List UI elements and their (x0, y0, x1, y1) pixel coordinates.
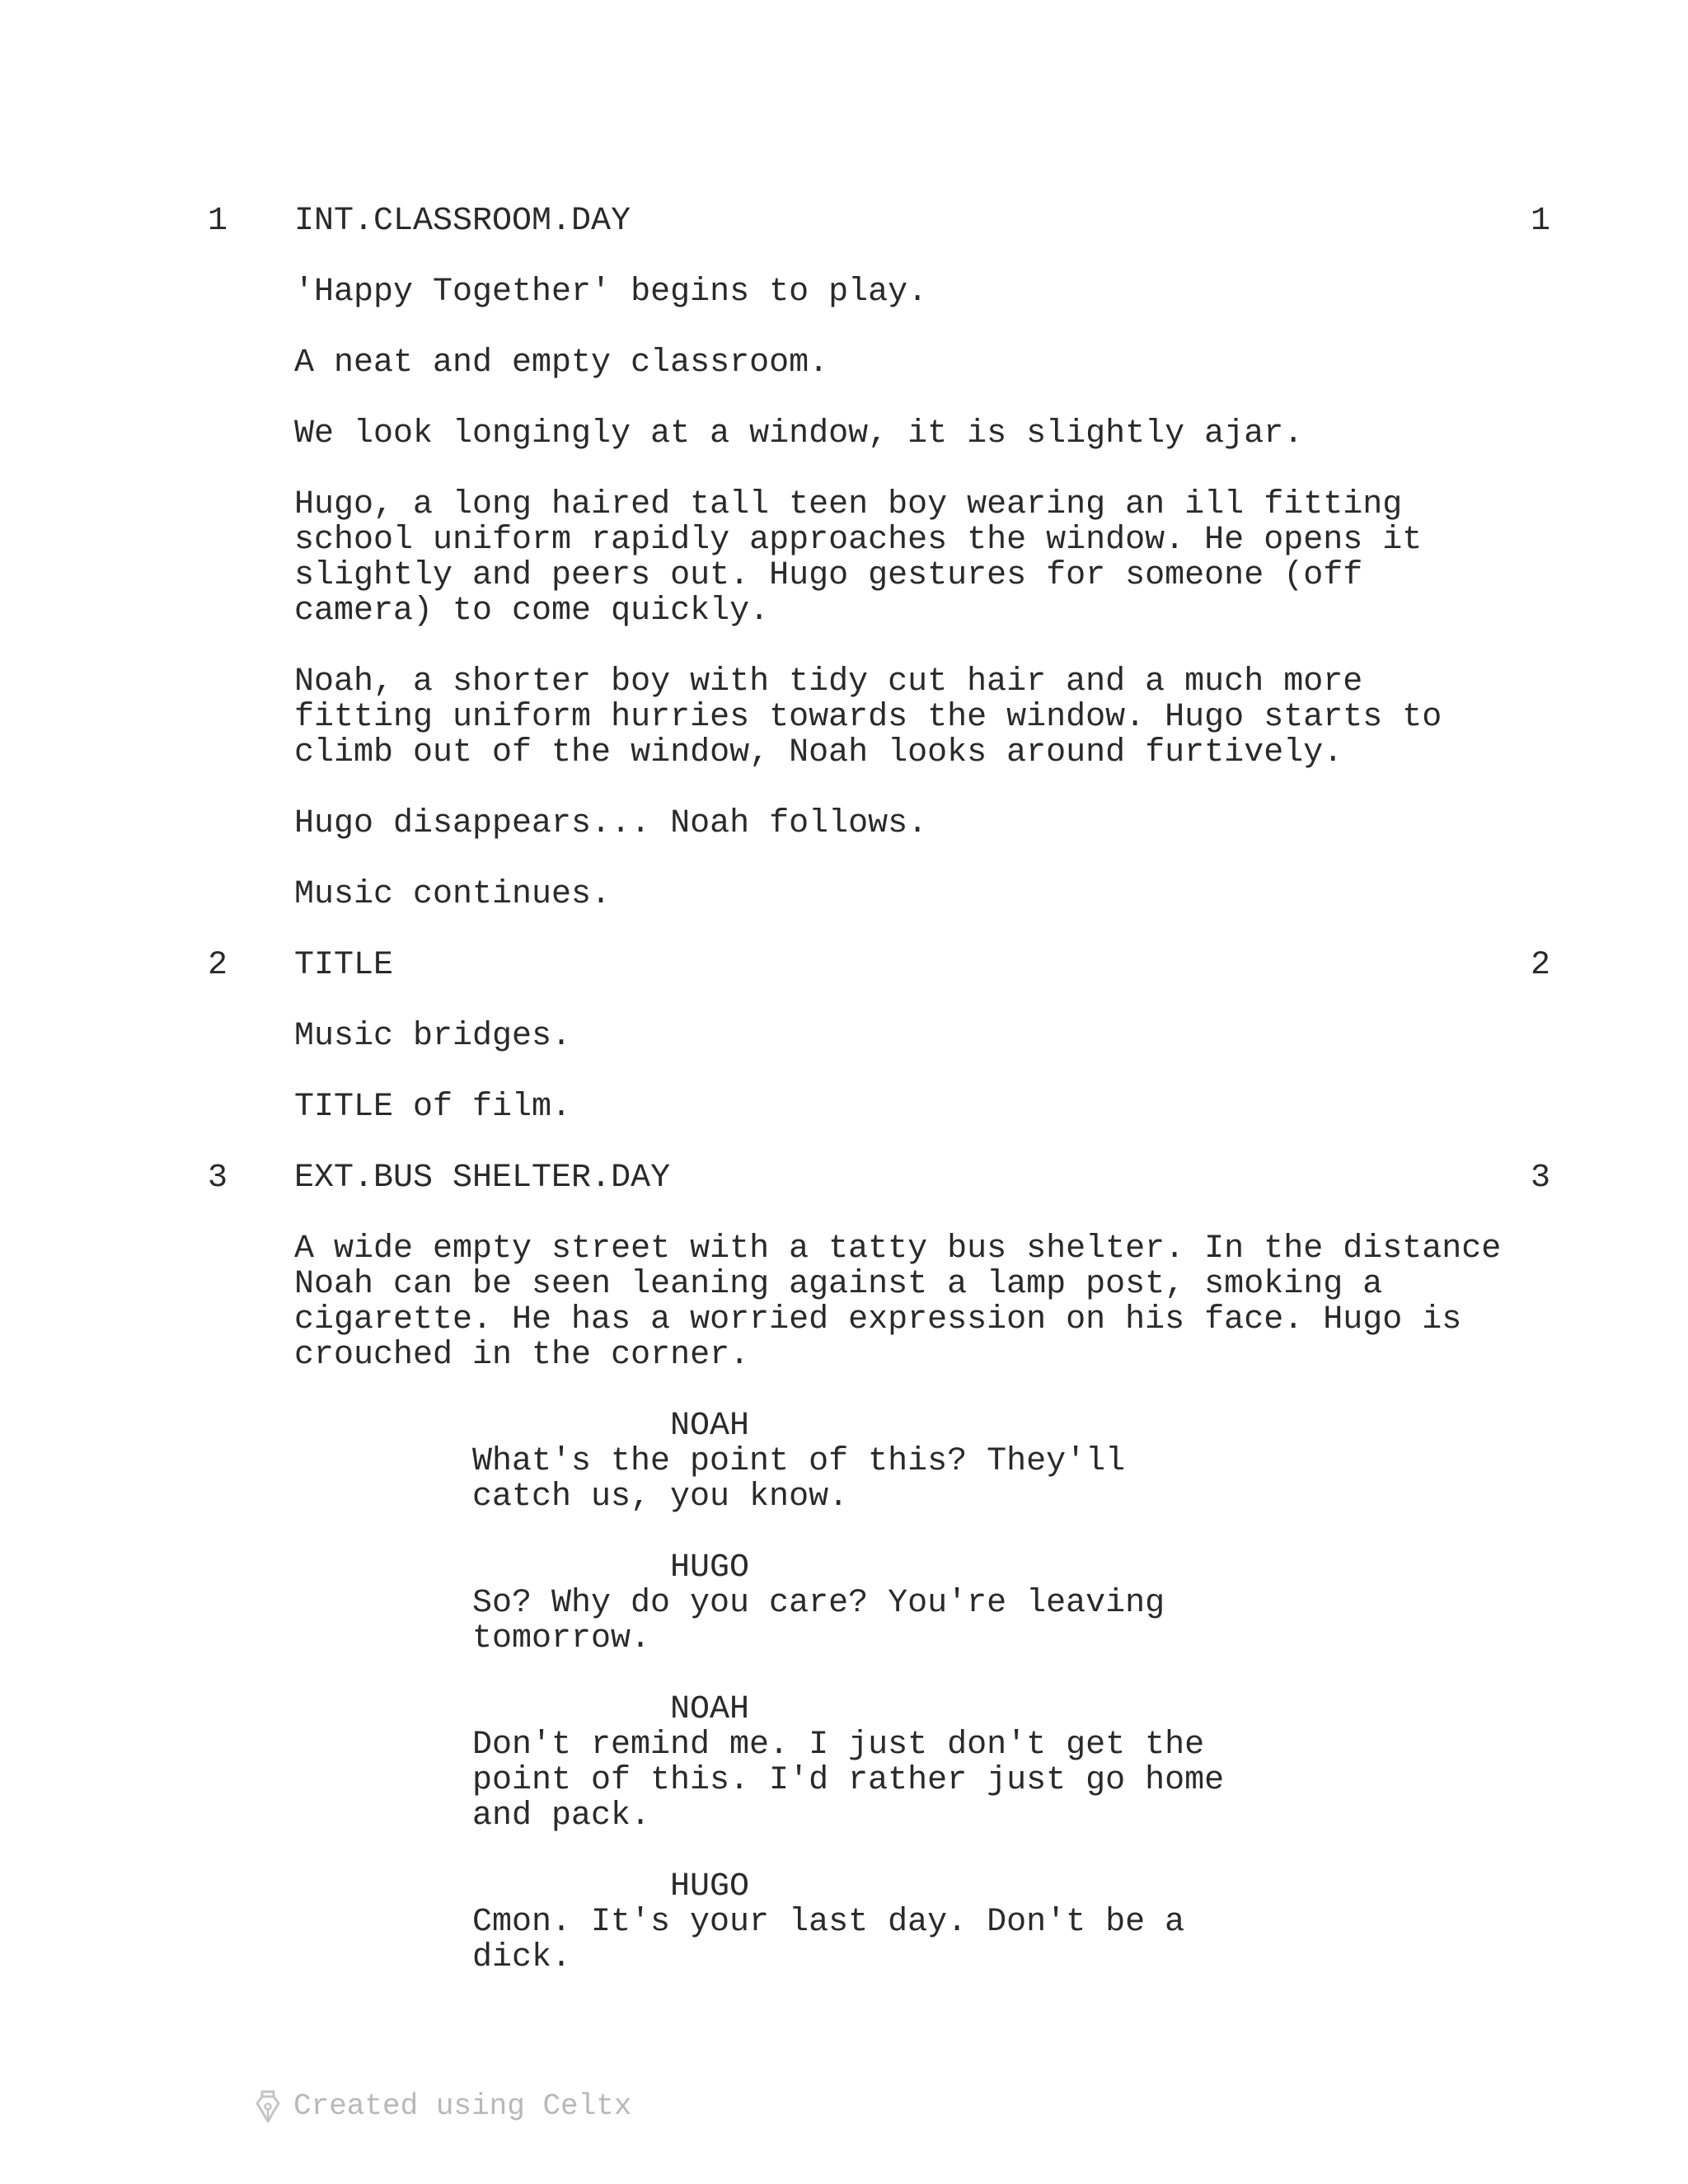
dialogue-text: So? Why do you care? You're leaving tomorrow. (472, 1585, 1165, 1657)
character-name: HUGO (670, 1549, 750, 1586)
action-line: TITLE of film. (294, 1089, 572, 1126)
action-paragraph: Hugo, a long haired tall teen boy wearing an ill fitting school uniform rapidly approaches the window. He opens it slightly and peers out. Hugo gestures for someone (off camera) to come quickly. (294, 486, 1423, 630)
action-line: We look longingly at a window, it is slightly ajar. (294, 415, 1304, 452)
scene-heading: EXT.BUS SHELTER.DAY (294, 1160, 671, 1197)
action-line: Music continues. (294, 876, 612, 913)
dialogue-text: What's the point of this? They'll catch us, you know. (472, 1443, 1126, 1516)
scene-heading: TITLE (294, 947, 394, 984)
dialogue-text: Cmon. It's your last day. Don't be a dick. (472, 1904, 1185, 1976)
scene-number-left: 2 (208, 947, 228, 984)
action-paragraph: Noah, a shorter boy with tidy cut hair and a much more fitting uniform hurries towards the window. Hugo starts to climb out of the window, Noah looks around furtively. (294, 663, 1442, 771)
celtx-watermark (254, 2090, 631, 2123)
watermark-text: Created using Celtx (293, 2089, 632, 2123)
action-line: Hugo disappears... Noah follows. (294, 805, 928, 842)
action-paragraph: A wide empty street with a tatty bus shelter. In the distance Noah can be seen leaning against a lamp post, smoking a cigarette. He has a worried expression on his face. Hugo is crouched in the corner. (294, 1230, 1502, 1374)
pen-nib-icon (254, 2090, 282, 2123)
action-line: Music bridges. (294, 1018, 572, 1055)
scene-number-left: 1 (208, 203, 228, 240)
character-name: NOAH (670, 1691, 750, 1728)
scene-number-right: 2 (1531, 947, 1551, 984)
scene-number-right: 3 (1531, 1160, 1551, 1197)
dialogue-text: Don't remind me. I just don't get the point of this. I'd rather just go home and pack. (472, 1727, 1225, 1835)
scene-number-left: 3 (208, 1160, 228, 1197)
action-line: A neat and empty classroom. (294, 344, 829, 382)
scene-number-right: 1 (1531, 203, 1551, 240)
action-line: 'Happy Together' begins to play. (294, 274, 928, 311)
scene-heading: INT.CLASSROOM.DAY (294, 203, 631, 240)
character-name: NOAH (670, 1408, 750, 1445)
character-name: HUGO (670, 1868, 750, 1905)
